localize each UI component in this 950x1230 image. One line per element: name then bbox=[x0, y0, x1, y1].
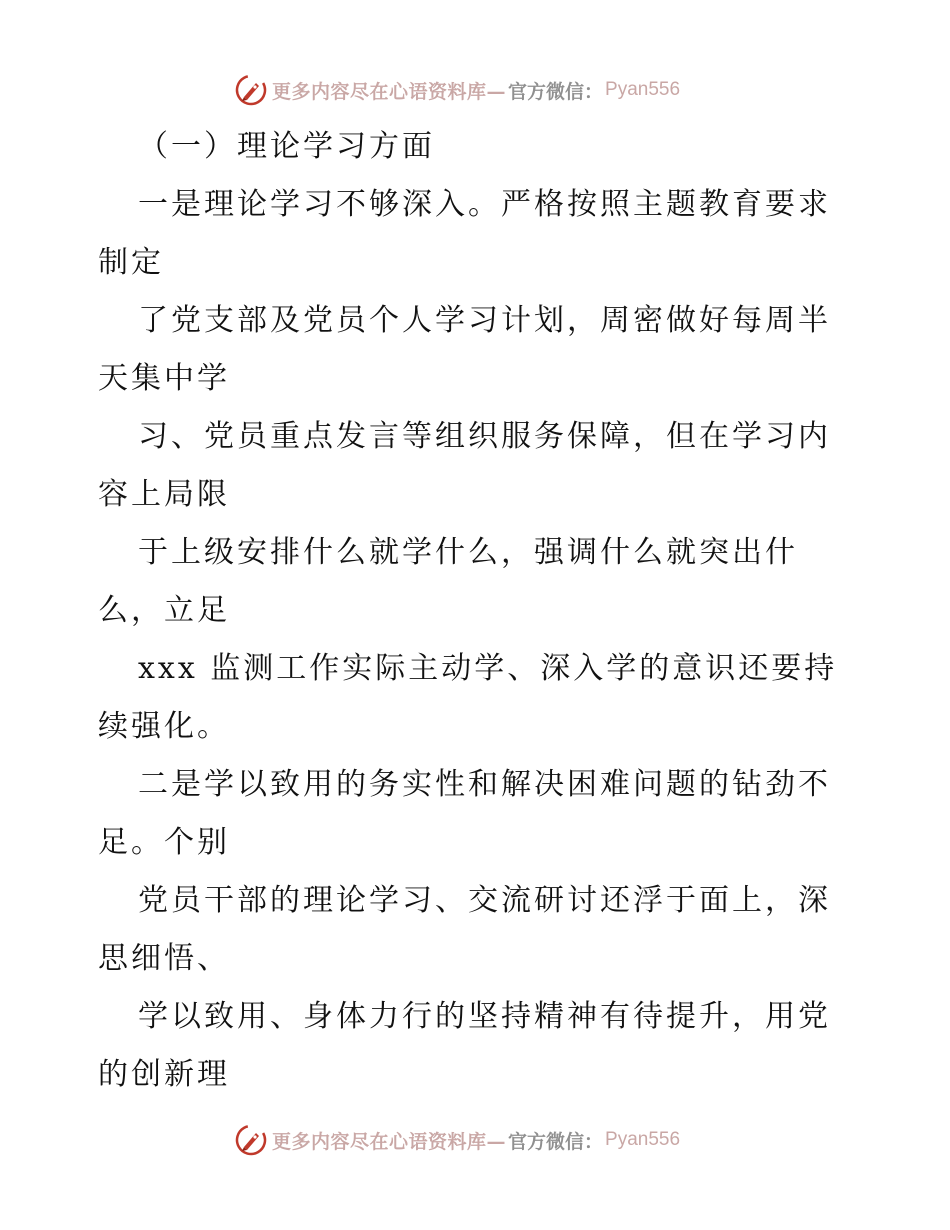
text-line: 续强化。 bbox=[98, 709, 230, 744]
text-line: 于上级安排什么就学什么，强调什么就突出什 bbox=[138, 535, 798, 570]
banner-text: 更多内容尽在心语资料库— bbox=[272, 80, 507, 103]
banner-wechat-label: 官方微信： bbox=[508, 1130, 604, 1153]
banner-wechat-label: 官方微信： bbox=[508, 80, 604, 103]
pen-nib-logo-icon bbox=[234, 73, 268, 107]
text-line: 习、党员重点发言等组织服务保障，但在学习内 bbox=[138, 419, 831, 454]
text-line: 一是理论学习不够深入。严格按照主题教育要求 bbox=[138, 187, 831, 222]
pen-nib-logo-icon bbox=[234, 1123, 268, 1157]
text-line: 容上局限 bbox=[98, 477, 230, 512]
header-watermark-banner bbox=[234, 70, 680, 110]
text-line: 的创新理 bbox=[98, 1057, 230, 1092]
text-line: xxx 监测工作实际主动学、深入学的意识还要持 bbox=[138, 651, 838, 686]
banner-wechat-id: Pyan556 bbox=[605, 79, 681, 100]
text-line: 了党支部及党员个人学习计划，周密做好每周半 bbox=[138, 303, 831, 338]
text-line: 制定 bbox=[98, 245, 164, 280]
document-body bbox=[98, 118, 858, 1104]
text-line: （一）理论学习方面 bbox=[138, 129, 435, 164]
text-line: 二是学以致用的务实性和解决困难问题的钻劲不 bbox=[138, 767, 831, 802]
text-line: 么，立足 bbox=[98, 593, 230, 628]
text-line: 足。个别 bbox=[98, 825, 230, 860]
text-line: 学以致用、身体力行的坚持精神有待提升，用党 bbox=[138, 999, 831, 1034]
footer-watermark-banner bbox=[234, 1120, 680, 1160]
text-line: 党员干部的理论学习、交流研讨还浮于面上，深 bbox=[138, 883, 831, 918]
banner-text: 更多内容尽在心语资料库— bbox=[272, 1130, 507, 1153]
text-line: 天集中学 bbox=[98, 361, 230, 396]
text-line: 思细悟、 bbox=[98, 941, 230, 976]
banner-wechat-id: Pyan556 bbox=[605, 1129, 681, 1150]
